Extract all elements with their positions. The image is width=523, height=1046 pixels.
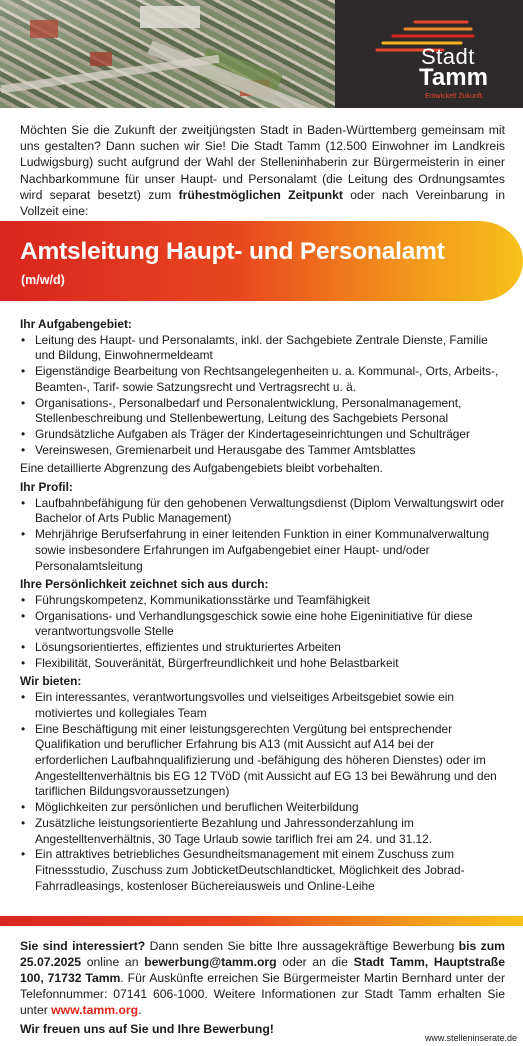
outro-text: Dann senden Sie bitte Ihre aussagekräftige Bewerbung (145, 939, 459, 953)
section-heading-personality: Ihre Persönlichkeit zeichnet sich aus durch: (20, 577, 269, 592)
photo-building (140, 6, 200, 28)
list-item: • Führungskompetenz, Kommunikationsstärke und Teamfähigkeit (20, 593, 508, 609)
intro-text: Möchten Sie die Zukunft der zweitjüngsten Stadt in Baden-Württemberg gemeinsam mit uns gestalten? Dann suchen wir Sie! Die Stadt Tamm (12.500 Einwohner im Landkreis Ludwigsburg) sucht aufgrund der Wahl der Stelleninhaberin zur Bürgermeisterin in einer Nachbarkommune für unser Haupt- und Personalamt (die Leitung des Ordnungsamtes wird separat besetzt) zum (20, 123, 505, 202)
aerial-town-photo (0, 0, 335, 108)
gradient-divider (0, 916, 523, 926)
job-title-gender: (m/w/d) (21, 273, 65, 287)
list-item: • Eigenständige Bearbeitung von Rechtsangelegenheiten u. a. Kommunal-, Orts, Arbeits-, Beamten-, Tarif- sowie Satzungsrecht und Vertragsrecht u. ä. (20, 364, 508, 395)
application-email[interactable]: bewerbung@tamm.org (144, 954, 277, 969)
list-item: • Ein attraktives betriebliches Gesundheitsmanagement mit einem Zuschuss zum Fitnessstudio, Zuschuss zum JobticketDeutschlandticket, Möglichkeit des Jobrad-Fahrradleasings, kostenloser Büchereiausweis und Online-Leihe (20, 847, 508, 894)
list-item: • Organisations- und Verhandlungsgeschick sowie eine hohe Eigeninitiative für diese verantwortungsvolle Stelle (20, 609, 508, 640)
personality-list (20, 593, 508, 672)
logo-word-stadt: Stadt (421, 44, 475, 69)
list-item: • Laufbahnbefähigung für den gehobenen Verwaltungsdienst (Diplom Verwaltungswirt oder Bachelor of Arts Public Management) (20, 496, 508, 527)
section-heading-tasks: Ihr Aufgabengebiet: (20, 317, 132, 331)
intro-text-end: oder nach Vereinbarung in Vollzeit eine: (20, 187, 505, 219)
header (0, 0, 523, 108)
list-item: • Eine Beschäftigung mit einer leistungsgerechten Vergütung bei entsprechender Qualifikation und beruflicher Erfahrung bis A13 (mit Aussicht auf A14 bei der erforderlichen Laufbahnqualifizierung und -befähigung des höheren Dienstes) oder im Angestelltenverhältnis bis EG 12 TVöD (mit Aussicht auf EG 13 bei Bewährung und den tariflichen Bildungsvoraussetzungen) (20, 722, 508, 801)
deadline: bis zum 25.07.2025 (20, 939, 505, 969)
list-item: • Mehrjährige Berufserfahrung in einer leitenden Funktion in einer Kommunalverwaltung sowie insbesondere Erfahrungen im Aufgabengebiet einer Haupt- und/oder Personalamtsleitung (20, 527, 508, 574)
list-item: • Flexibilität, Souveränität, Bürgerfreundlichkeit und hohe Belastbarkeit (20, 656, 508, 672)
photo-roof (30, 20, 58, 38)
offer-list (20, 690, 508, 894)
intro-paragraph (20, 122, 505, 219)
source-site: www.stelleninserate.de (424, 1033, 517, 1043)
logo-tagline: Entwickelt Zukunft. (425, 93, 484, 100)
logo-word-tamm: Tamm (419, 64, 488, 91)
job-title-banner (0, 221, 523, 301)
photo-roof (90, 52, 112, 66)
tasks-list (20, 333, 508, 459)
list-item: • Möglichkeiten zur persönlichen und beruflichen Weiterbildung (20, 800, 508, 816)
job-details (20, 317, 508, 894)
outro-text: online an (81, 954, 145, 969)
section-heading-profile: Ihr Profil: (20, 480, 73, 495)
list-item: • Vereinswesen, Gremienarbeit und Herausgabe des Tammer Amtsblattes (20, 443, 508, 459)
list-item: • Grundsätzliche Aufgaben als Träger der Kindertageseinrichtungen und Schulträger (20, 427, 508, 443)
outro-text: oder an die (276, 954, 354, 969)
section-heading-offer: Wir bieten: (20, 674, 82, 689)
list-item: • Ein interessantes, verantwortungsvolles und vielseitiges Arbeitsgebiet sowie ein motiviertes und kollegiales Team (20, 690, 508, 721)
list-item: • Lösungsorientiertes, effizientes und strukturiertes Arbeiten (20, 640, 508, 656)
list-item: • Leitung des Haupt- und Personalamts, inkl. der Sachgebiete Zentrale Dienste, Familie und Bildung, Einwohnermeldeamt (20, 333, 508, 364)
website-link[interactable]: www.tamm.org (51, 1002, 139, 1017)
logo-panel (335, 0, 523, 108)
outro-emphasis: Sie sind interessiert? (20, 939, 146, 953)
job-title: Amtsleitung Haupt- und Personalamt (20, 238, 445, 265)
outro-text: . Für Auskünfte erreichen Sie Bürgermeister Martin Bernhard unter der Telefonnummer: 07141 606-1000. Weitere Informationen zur Stadt Tamm erhalten Sie unter (20, 970, 506, 1017)
tasks-note: Eine detaillierte Abgrenzung des Aufgabengebiets bleibt vorbehalten. (20, 461, 383, 476)
closing-line: Wir freuen uns auf Sie und Ihre Bewerbung! (20, 1022, 274, 1036)
intro-emphasis: frühestmöglichen Zeitpunkt (178, 187, 343, 202)
outro-text: . (138, 1002, 142, 1017)
postal-address: Stadt Tamm, Hauptstraße 100, 71732 Tamm (20, 954, 505, 985)
list-item: • Organisations-, Personalbedarf und Personalentwicklung, Personalmanagement, Stellenbeschreibung und Stellenbewertung, Leitung des Sachgebiets Personal (20, 396, 508, 427)
list-item: • Zusätzliche leistungsorientierte Bezahlung und Jahressonderzahlung im Angestelltenverhältnis, 30 Tage Urlaub sowie tariflich frei am 24. und 31.12. (20, 816, 508, 847)
profile-list (20, 496, 508, 575)
application-info (20, 939, 505, 1019)
